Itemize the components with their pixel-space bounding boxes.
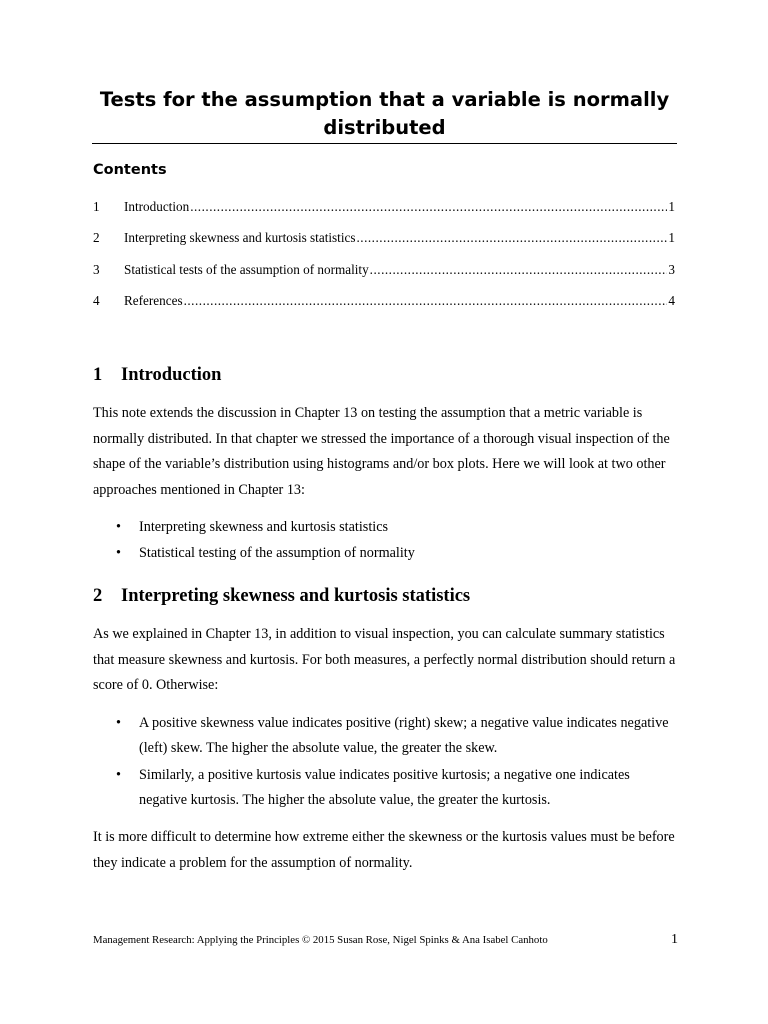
toc-entry-label: Interpreting skewness and kurtosis statistics <box>124 230 356 246</box>
section-number: 1 <box>93 365 103 385</box>
section-title: Interpreting skewness and kurtosis statistics <box>121 586 471 606</box>
footer-copyright: Management Research: Applying the Principles © 2015 Susan Rose, Nigel Spinks & Ana Isabel Canhoto <box>93 934 548 946</box>
footer-page-number: 1 <box>671 932 678 947</box>
section-2-heading <box>93 586 470 607</box>
toc-entry-page: 3 <box>668 261 675 277</box>
toc-entry-statistical-tests[interactable] <box>93 262 675 293</box>
toc-entry-number: 4 <box>93 292 100 308</box>
title-divider <box>92 143 677 144</box>
bullet-item: • A positive skewness value indicates positive (right) skew; a negative value indicates negative (left) skew. The higher the absolute value, the greater the skew. <box>93 711 678 762</box>
toc-leader-dots <box>190 199 667 215</box>
section-2-bullet-list <box>93 711 678 813</box>
toc-entry-number: 2 <box>93 230 100 246</box>
bullet-item: • Similarly, a positive kurtosis value indicates positive kurtosis; a negative one indicates negative kurtosis. The higher the absolute value, the greater the kurtosis. <box>93 763 678 814</box>
toc-leader-dots <box>356 230 667 246</box>
toc-entry-page: 1 <box>668 230 675 246</box>
toc-entry-label: Statistical tests of the assumption of normality <box>124 261 369 277</box>
document-title: Tests for the assumption that a variable is normally distributed <box>99 88 670 139</box>
bullet-item: • Interpreting skewness and kurtosis statistics <box>93 515 678 540</box>
section-1-heading <box>93 365 221 386</box>
toc-entry-references[interactable] <box>93 293 675 324</box>
section-2-closing-paragraph: It is more difficult to determine how extreme either the skewness or the kurtosis values must be before they indicate a problem for the assumption of normality. <box>93 829 675 871</box>
toc-leader-dots <box>370 262 668 278</box>
table-of-contents <box>93 199 675 324</box>
toc-leader-dots <box>184 293 668 309</box>
toc-entry-introduction[interactable] <box>93 199 675 230</box>
toc-entry-number: 1 <box>93 199 100 214</box>
section-1-bullet-list <box>93 515 678 567</box>
toc-entry-page: 1 <box>668 199 675 214</box>
toc-entry-number: 3 <box>93 261 100 277</box>
toc-entry-label: References <box>124 292 183 308</box>
section-number: 2 <box>93 586 103 606</box>
contents-heading: Contents <box>93 162 167 178</box>
toc-entry-page: 4 <box>668 292 675 308</box>
toc-entry-skewness-kurtosis[interactable] <box>93 230 675 261</box>
section-2-paragraph: As we explained in Chapter 13, in addition to visual inspection, you can calculate summary statistics that measure skewness and kurtosis. For both measures, a perfectly normal distribution should return a score of 0. Otherwise: <box>93 626 676 694</box>
section-title: Introduction <box>121 365 222 385</box>
section-1-paragraph: This note extends the discussion in Chapter 13 on testing the assumption that a metric variable is normally distributed. In that chapter we stressed the importance of a thorough visual inspection of the shape of the variable’s distribution using histograms and/or box plots. Here we will look at two other approaches mentioned in Chapter 13: <box>93 405 670 498</box>
toc-entry-label: Introduction <box>124 199 190 214</box>
bullet-item: • Statistical testing of the assumption of normality <box>93 541 678 566</box>
page-footer <box>93 932 678 948</box>
